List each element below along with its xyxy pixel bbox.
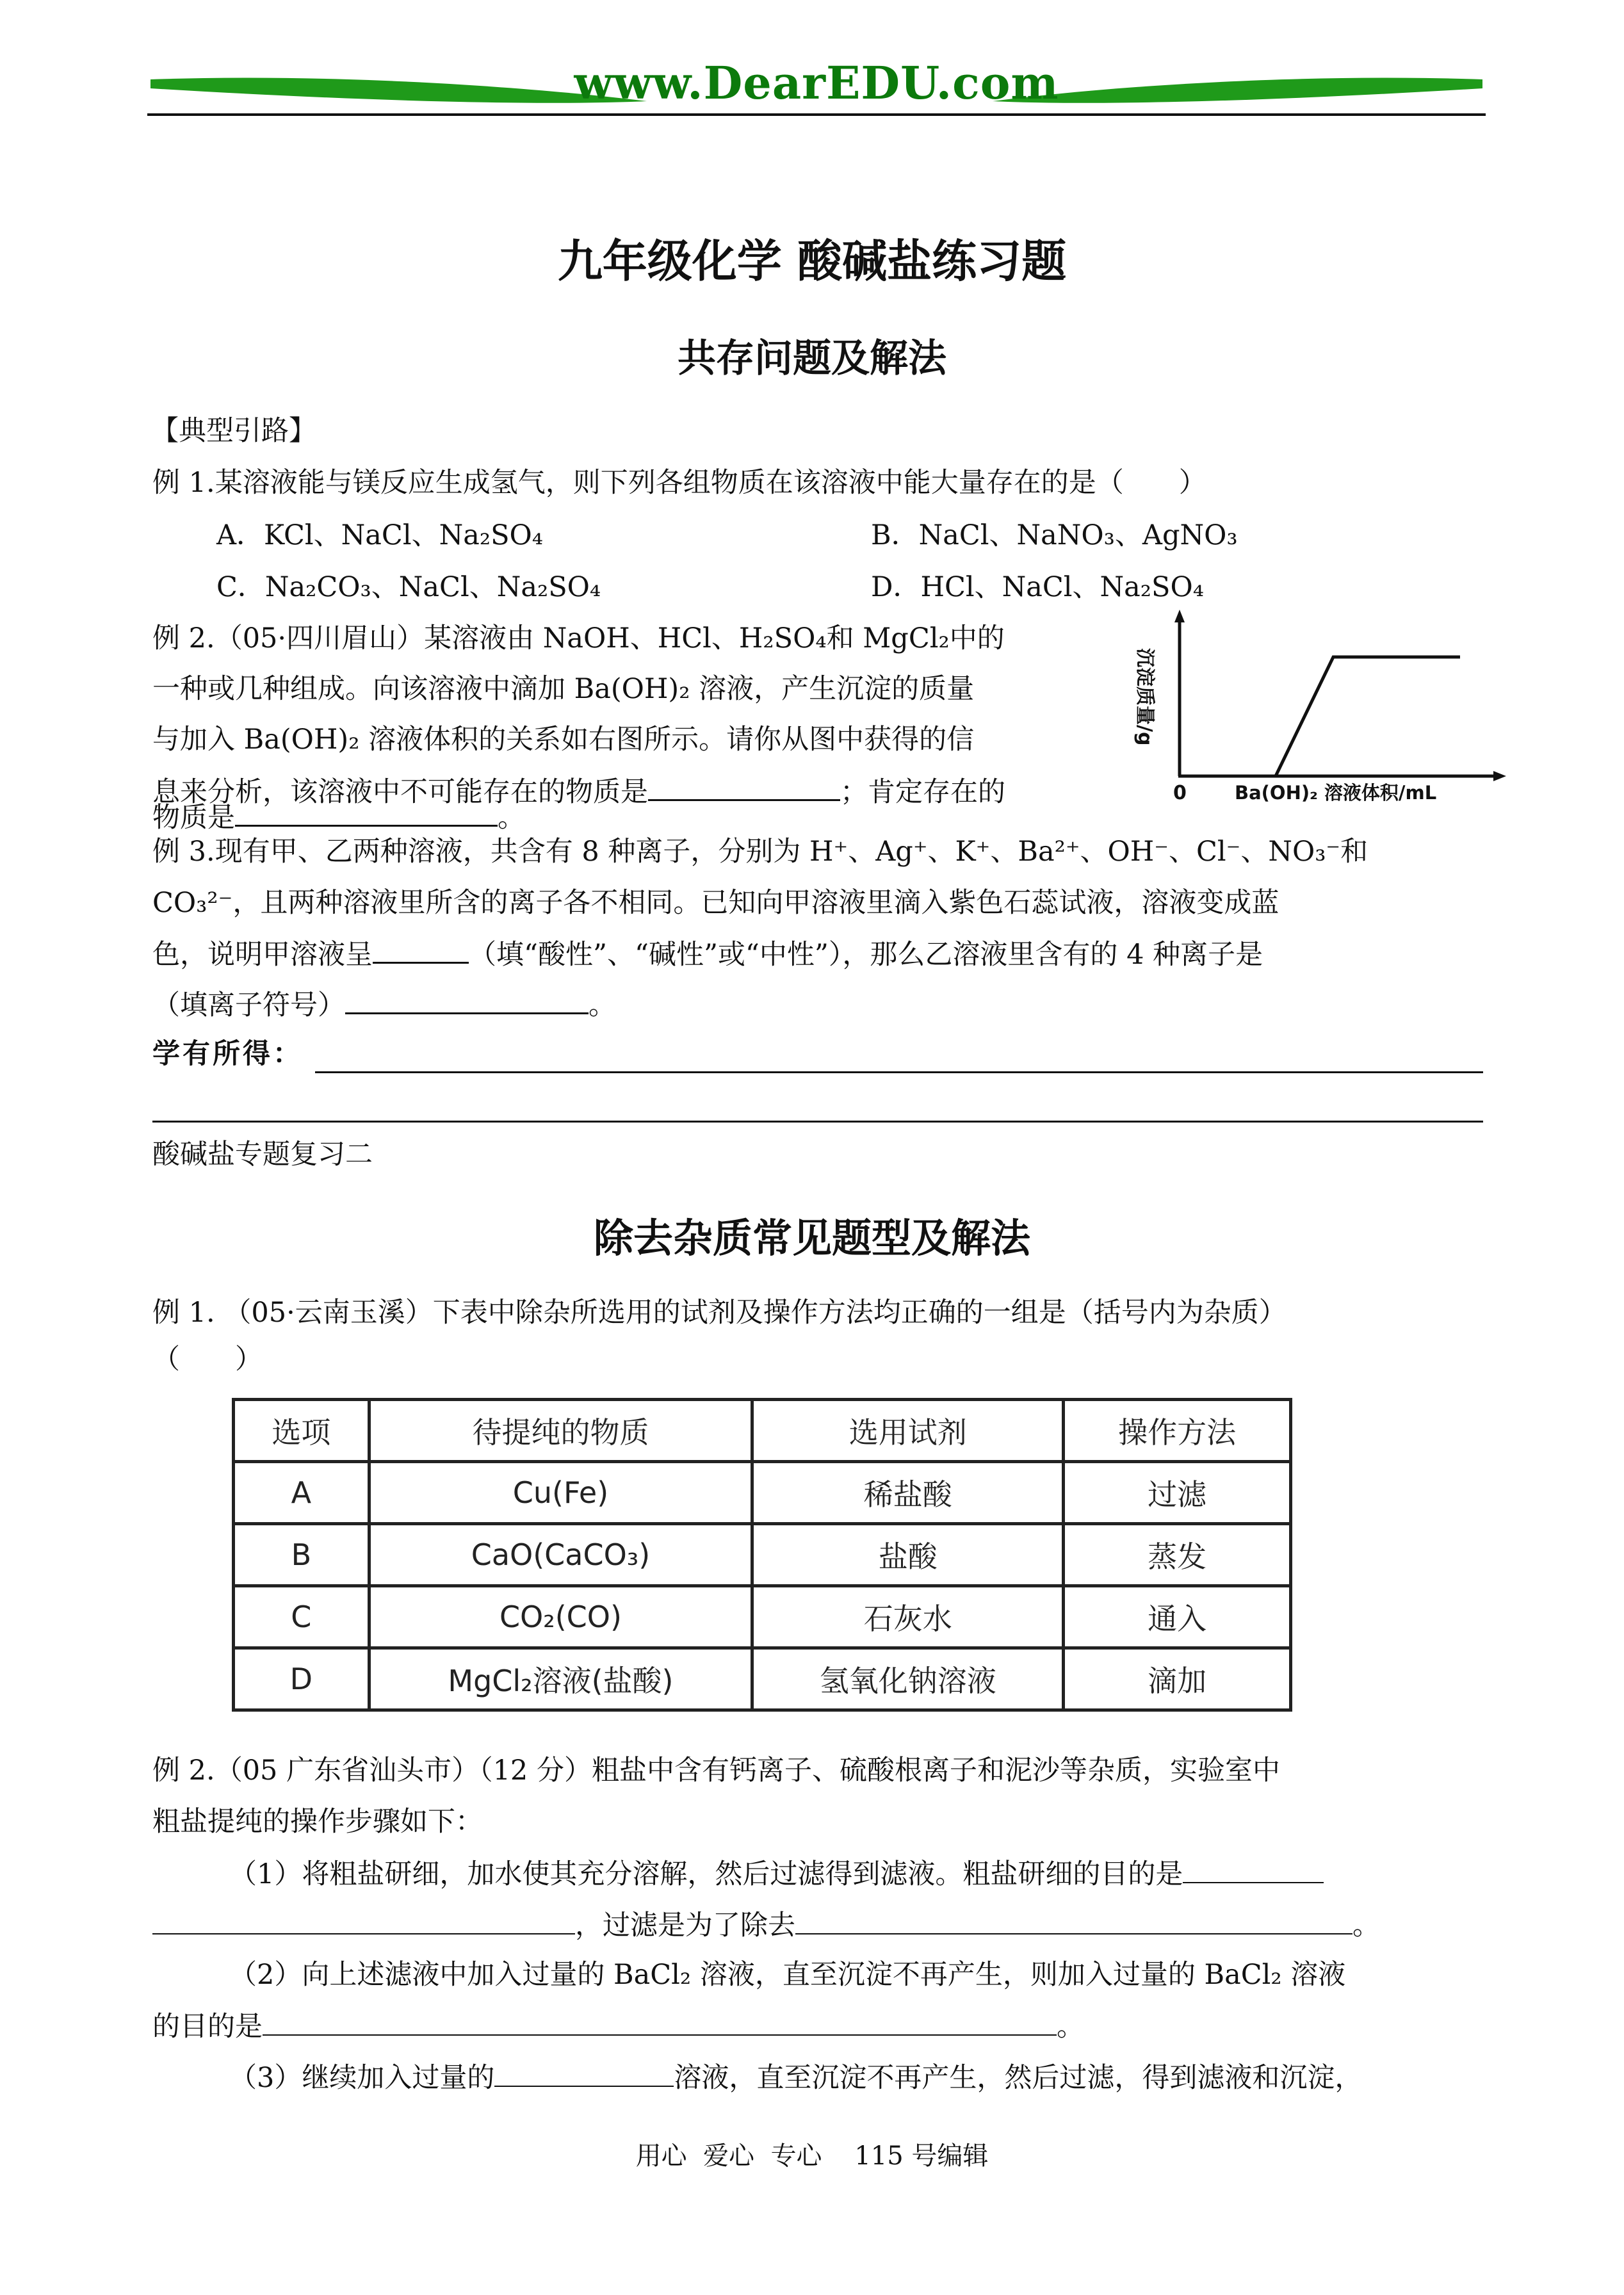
example2-line2: 一种或几种组成。向该溶液中滴加 Ba(OH)₂ 溶液，产生沉淀的质量 (152, 673, 975, 705)
chart-y-arrow (1174, 610, 1185, 622)
table-cell: 滴加 (1064, 1648, 1291, 1710)
step3-line1 (229, 2057, 1362, 2097)
precipitate-chart (1127, 608, 1511, 813)
table-row (234, 1524, 1291, 1586)
step1-filter-text: ，过滤是为了除去 (575, 1910, 795, 1942)
step1-line2 (152, 1905, 1380, 1945)
option-a: A．KCl、NaCl、Na₂SO₄ (216, 519, 544, 551)
table-header: 选项 (234, 1400, 369, 1462)
section2-example2-line1: 例 2.（05 广东省汕头市）（12 分）粗盐中含有钙离子、硫酸根离子和泥沙等杂质，实验室中 (152, 1755, 1280, 1787)
table-cell: 蒸发 (1064, 1524, 1291, 1586)
table-header: 操作方法 (1064, 1400, 1291, 1462)
review-subhead: 酸碱盐专题复习二 (152, 1139, 373, 1171)
table-cell: 过滤 (1064, 1462, 1291, 1524)
step3-text: （3）继续加入过量的 (229, 2062, 495, 2094)
answer-blank-reagent[interactable] (494, 2057, 674, 2087)
example2-line1: 例 2.（05·四川眉山）某溶液由 NaOH、HCl、H₂SO₄和 MgCl₂中的 (152, 622, 1005, 654)
table-cell: 通入 (1064, 1586, 1291, 1648)
chart-origin: 0 (1173, 782, 1187, 804)
header-banner (147, 56, 1486, 126)
option-c: C．Na₂CO₃、NaCl、Na₂SO₄ (216, 571, 601, 603)
table-cell: CaO(CaCO₃) (369, 1524, 752, 1586)
chart-ylabel: 沉淀质量/g (1133, 648, 1156, 746)
table-header: 选用试剂 (752, 1400, 1064, 1462)
example2-line5 (152, 797, 525, 837)
example2-line3: 与加入 Ba(OH)₂ 溶液体积的关系如右图所示。请你从图中获得的信 (152, 724, 975, 756)
step2-tail: 。 (1057, 2011, 1084, 2043)
table-cell: MgCl₂溶液(盐酸) (369, 1648, 752, 1710)
answer-blank-not-present[interactable] (648, 771, 840, 801)
impurity-table (232, 1398, 1292, 1712)
table-cell: 盐酸 (752, 1524, 1064, 1586)
example2-line4-tail: ；肯定存在的 (840, 776, 1005, 808)
chart-series-line (1180, 657, 1460, 776)
example2-line5-text: 物质是 (152, 802, 235, 834)
option-b: B．NaCl、NaNO₃、AgNO₃ (871, 519, 1238, 551)
step1-tail: 。 (1352, 1910, 1380, 1942)
example3-line2: CO₃²⁻，且两种溶液里所含的离子各不相同。已知向甲溶液里滴入紫色石蕊试液，溶液变成蓝 (152, 887, 1279, 919)
answer-blank-filter[interactable] (795, 1905, 1352, 1934)
section2-example2-line2: 粗盐提纯的操作步骤如下： (152, 1806, 483, 1838)
table-cell: B (234, 1524, 369, 1586)
example3-line4-tail: 。 (589, 989, 616, 1021)
guide-label: 【典型引路】 (151, 415, 316, 447)
answer-blank-grind-cont[interactable] (152, 1905, 575, 1934)
answer-blank-ions[interactable] (345, 984, 589, 1014)
example1-stem: 例 1.某溶液能与镁反应生成氢气，则下列各组物质在该溶液中能大量存在的是（ ） (152, 467, 1206, 499)
answer-blank-bacl2[interactable] (263, 2006, 1057, 2036)
table-cell: CO₂(CO) (369, 1586, 752, 1648)
example3-line1: 例 3.现有甲、乙两种溶液，共含有 8 种离子，分别为 H⁺、Ag⁺、K⁺、Ba²⁺、OH⁻、Cl⁻、NO₃⁻和 (152, 836, 1368, 868)
table-cell: A (234, 1462, 369, 1524)
example3-line3-tail: （填“酸性”、“碱性”或“中性”），那么乙溶液里含有的 4 种离子是 (469, 939, 1263, 971)
table-header-row (234, 1400, 1291, 1462)
step1-text: （1）将粗盐研细，加水使其充分溶解，然后过滤得到滤液。粗盐研细的目的是 (229, 1858, 1183, 1890)
page-footer: 用心 爱心 专心 115 号编辑 (635, 2141, 989, 2171)
chart-xlabel: Ba(OH)₂ 溶液体积/mL (1235, 782, 1437, 804)
table-cell: D (234, 1648, 369, 1710)
table-cell: 稀盐酸 (752, 1462, 1064, 1524)
step2-text: 的目的是 (152, 2011, 263, 2043)
learned-line-2[interactable] (152, 1121, 1483, 1123)
table-cell: 氢氧化钠溶液 (752, 1648, 1064, 1710)
site-logo: www.DearEDU.com (574, 56, 1059, 109)
example3-line4-text: （填离子符号） (152, 989, 345, 1021)
chart-x-arrow (1493, 771, 1506, 781)
page-title: 九年级化学 酸碱盐练习题 (557, 235, 1067, 288)
table-row (234, 1462, 1291, 1524)
step2-line1: （2）向上述滤液中加入过量的 BaCl₂ 溶液，直至沉淀不再产生，则加入过量的 BaCl₂ 溶液 (229, 1959, 1346, 1991)
step2-line2 (152, 2006, 1084, 2046)
table-row (234, 1586, 1291, 1648)
table-row (234, 1648, 1291, 1710)
table-cell: Cu(Fe) (369, 1462, 752, 1524)
answer-blank-present[interactable] (235, 797, 498, 827)
example3-line3 (152, 934, 1263, 974)
example2-line5-tail: 。 (498, 802, 525, 834)
step3-tail: 溶液，直至沉淀不再产生，然后过滤，得到滤液和沉淀， (674, 2062, 1363, 2094)
answer-blank-property[interactable] (373, 934, 469, 964)
learned-label: 学有所得： (152, 1038, 303, 1070)
section2-example1-line1: 例 1. （05·云南玉溪）下表中除杂所选用的试剂及操作方法均正确的一组是（括号内为杂质） (152, 1297, 1287, 1329)
table-cell: C (234, 1586, 369, 1648)
answer-blank-grind[interactable] (1183, 1854, 1324, 1883)
example3-line4 (152, 984, 616, 1025)
option-d: D．HCl、NaCl、Na₂SO₄ (871, 571, 1204, 603)
learned-line-1[interactable] (315, 1071, 1483, 1073)
section-heading: 共存问题及解法 (678, 336, 946, 381)
section2-heading: 除去杂质常见题型及解法 (593, 1215, 1030, 1261)
table-header: 待提纯的物质 (369, 1400, 752, 1462)
step1-line1 (229, 1854, 1324, 1894)
section2-example1-line2: （ ） (152, 1343, 263, 1375)
example3-line3-text: 色，说明甲溶液呈 (152, 939, 373, 971)
example2-line4-text: 息来分析，该溶液中不可能存在的物质是 (152, 776, 648, 808)
table-cell: 石灰水 (752, 1586, 1064, 1648)
